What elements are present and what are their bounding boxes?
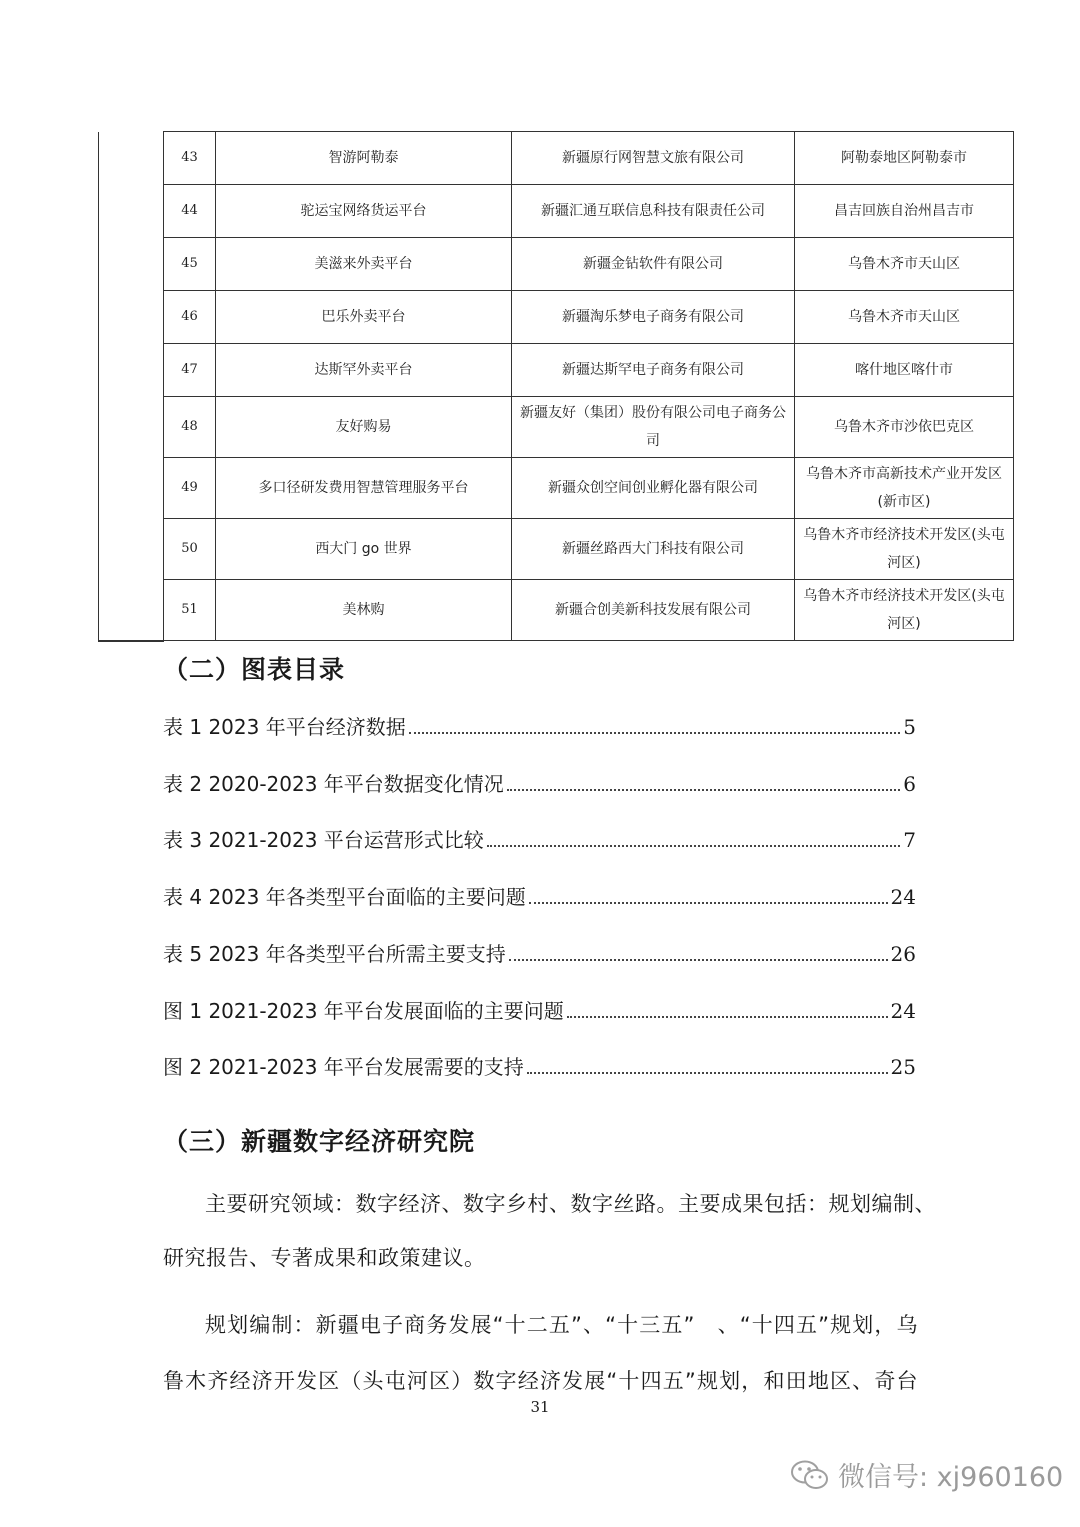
company-name: 新疆淘乐梦电子商务有限公司 <box>512 291 795 344</box>
toc-entry-page: 5 <box>903 715 916 739</box>
company-name: 新疆丝路西大门科技有限公司 <box>512 519 795 580</box>
toc-entry-page: 24 <box>890 999 916 1023</box>
toc-entry-label: 图 1 2021-2023 年平台发展面临的主要问题 <box>163 999 564 1023</box>
company-name: 新疆众创空间创业孵化器有限公司 <box>512 458 795 519</box>
watermark <box>790 1455 1063 1494</box>
row-number: 49 <box>164 458 216 519</box>
row-number: 43 <box>164 132 216 185</box>
table-row <box>99 238 1014 291</box>
platform-name: 达斯罕外卖平台 <box>216 344 512 397</box>
toc-entry-label: 表 5 2023 年各类型平台所需主要支持 <box>163 942 506 966</box>
toc-entry[interactable] <box>163 768 916 798</box>
paragraph-line: 鲁木齐经济开发区（头屯河区）数字经济发展“十四五”规划，和田地区、奇台 <box>163 1369 918 1393</box>
location: 喀什地区喀什市 <box>795 344 1014 397</box>
toc-entry[interactable] <box>163 995 916 1025</box>
toc-entry-page: 25 <box>890 1055 916 1079</box>
row-number: 47 <box>164 344 216 397</box>
toc-leader-dots <box>487 844 900 847</box>
row-number: 45 <box>164 238 216 291</box>
toc-entry-label: 表 4 2023 年各类型平台面临的主要问题 <box>163 885 526 909</box>
toc-entry-label: 图 2 2021-2023 年平台发展需要的支持 <box>163 1055 524 1079</box>
platform-name: 美滋来外卖平台 <box>216 238 512 291</box>
platform-table <box>98 131 1014 642</box>
row-number: 46 <box>164 291 216 344</box>
row-number: 48 <box>164 397 216 458</box>
page-number: 31 <box>530 1398 550 1416</box>
toc-entry[interactable] <box>163 711 916 741</box>
company-name: 新疆合创美新科技发展有限公司 <box>512 580 795 641</box>
location: 乌鲁木齐市经济技术开发区(头屯河区) <box>795 580 1014 641</box>
location: 乌鲁木齐市沙依巴克区 <box>795 397 1014 458</box>
toc-leader-dots <box>409 731 901 734</box>
toc-entry[interactable] <box>163 881 916 911</box>
toc-entry[interactable] <box>163 1051 916 1081</box>
watermark-text: 微信号: xj960160 <box>838 1462 1064 1493</box>
location: 乌鲁木齐市经济技术开发区(头屯河区) <box>795 519 1014 580</box>
platform-name: 友好购易 <box>216 397 512 458</box>
toc-entry-label: 表 1 2023 年平台经济数据 <box>163 715 406 739</box>
toc-leader-dots <box>567 1015 888 1018</box>
company-name: 新疆金钻软件有限公司 <box>512 238 795 291</box>
location: 乌鲁木齐市天山区 <box>795 291 1014 344</box>
table-row <box>99 397 1014 458</box>
platform-name: 驼运宝网络货运平台 <box>216 185 512 238</box>
location: 乌鲁木齐市天山区 <box>795 238 1014 291</box>
wechat-icon <box>790 1459 830 1491</box>
company-name: 新疆汇通互联信息科技有限责任公司 <box>512 185 795 238</box>
platform-name: 美林购 <box>216 580 512 641</box>
toc-leader-dots <box>507 788 900 791</box>
table-row <box>99 519 1014 580</box>
location: 昌吉回族自治州昌吉市 <box>795 185 1014 238</box>
toc-entry-page: 7 <box>903 828 916 852</box>
row-number: 51 <box>164 580 216 641</box>
toc-entry-page: 26 <box>890 942 916 966</box>
table-row <box>99 132 1014 185</box>
table-row <box>99 291 1014 344</box>
paragraph-line: 研究报告、专著成果和政策建议。 <box>163 1246 486 1270</box>
table-row <box>99 458 1014 519</box>
table-gutter-cell <box>99 132 164 641</box>
section-heading-institute: （三）新疆数字经济研究院 <box>163 1127 476 1156</box>
toc-entry-page: 24 <box>890 885 916 909</box>
platform-name: 智游阿勒泰 <box>216 132 512 185</box>
company-name: 新疆达斯罕电子商务有限公司 <box>512 344 795 397</box>
row-number: 44 <box>164 185 216 238</box>
table-row <box>99 344 1014 397</box>
toc-entry-page: 6 <box>903 772 916 796</box>
toc-entry[interactable] <box>163 824 916 854</box>
platform-name: 多口径研发费用智慧管理服务平台 <box>216 458 512 519</box>
row-number: 50 <box>164 519 216 580</box>
toc-entry-label: 表 3 2021-2023 平台运营形式比较 <box>163 828 484 852</box>
toc-leader-dots <box>509 958 888 961</box>
platform-name: 巴乐外卖平台 <box>216 291 512 344</box>
toc-leader-dots <box>529 901 888 904</box>
section-heading-figure-list: （二）图表目录 <box>163 655 346 684</box>
toc-entry-label: 表 2 2020-2023 年平台数据变化情况 <box>163 772 504 796</box>
toc-entry[interactable] <box>163 938 916 968</box>
company-name: 新疆友好（集团）股份有限公司电子商务公司 <box>512 397 795 458</box>
platform-name: 西大门 go 世界 <box>216 519 512 580</box>
location: 乌鲁木齐市高新技术产业开发区(新市区) <box>795 458 1014 519</box>
table-row <box>99 185 1014 238</box>
toc-leader-dots <box>527 1071 888 1074</box>
paragraph-line: 主要研究领域：数字经济、数字乡村、数字丝路。主要成果包括：规划编制、 <box>205 1192 936 1216</box>
company-name: 新疆原行网智慧文旅有限公司 <box>512 132 795 185</box>
table-row <box>99 580 1014 641</box>
paragraph-line: 规划编制：新疆电子商务发展“十二五”、“十三五” 、“十四五”规划，乌 <box>205 1313 918 1337</box>
location: 阿勒泰地区阿勒泰市 <box>795 132 1014 185</box>
